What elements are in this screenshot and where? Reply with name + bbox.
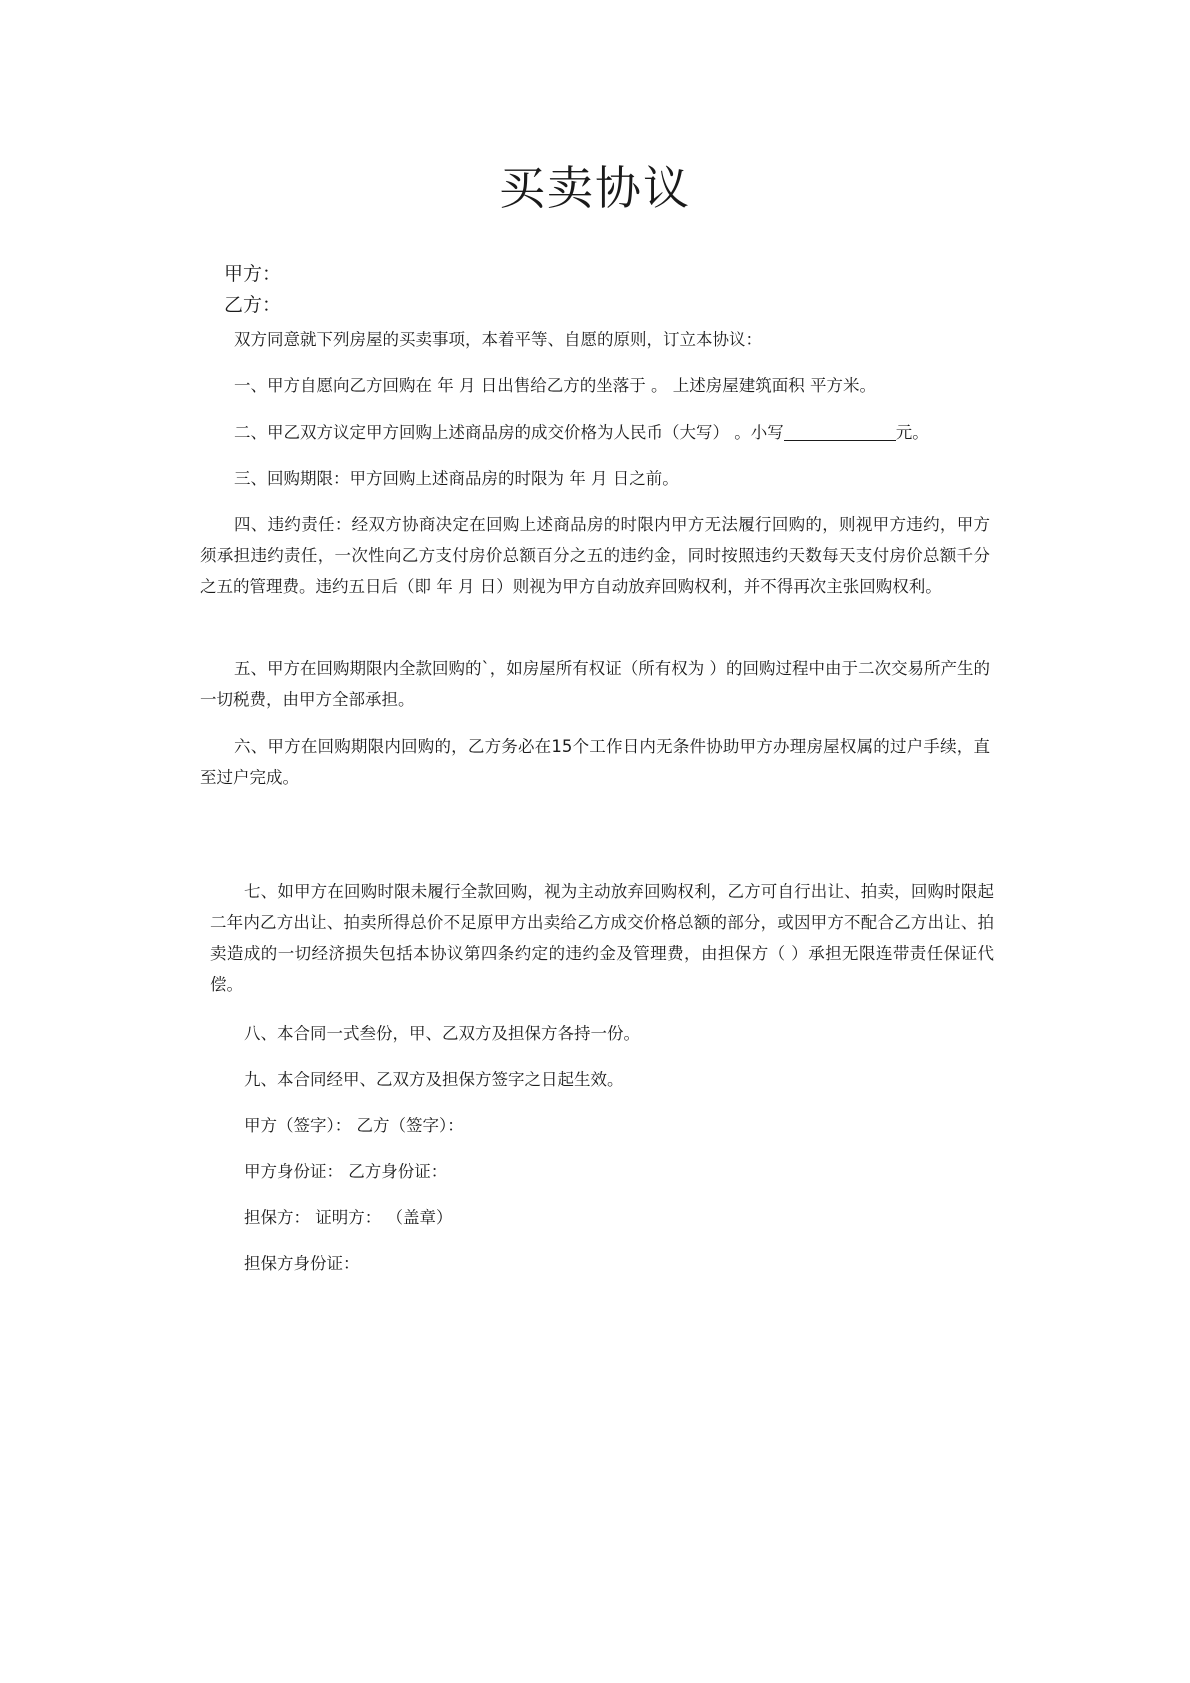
clause-8: 八、本合同一式叁份，甲、乙双方及担保方各持一份。 [244,1024,640,1043]
clause-5: 五、甲方在回购期限内全款回购的`，如房屋所有权证（所有权为 ）的回购过程中由于二次交易所产生的一切税费，由甲方全部承担。 [200,659,990,709]
clause-4: 四、违约责任：经双方协商决定在回购上述商品房的时限内甲方无法履行回购的，则视甲方违约，甲方须承担违约责任，一次性向乙方支付房价总额百分之五的违约金，同时按照违约天数每天支付房价总额千分之五的管理费。违约五日后（即 年 月 日）则视为甲方自动放弃回购权利，并不得再次主张回购权利。 [200,515,990,596]
clause-3: 三、回购期限：甲方回购上述商品房的时限为 年 月 日之前。 [234,469,679,488]
clause-1: 一、甲方自愿向乙方回购在 年 月 日出售给乙方的坐落于 。 上述房屋建筑面积 平方米。 [234,376,876,395]
signature-line: 甲方（签字）： 乙方（签字）： [244,1116,464,1135]
price-blank-line [784,422,896,441]
party-b-label: 乙方： [224,294,282,316]
id-card-line: 甲方身份证： 乙方身份证： [244,1162,448,1181]
clause-9: 九、本合同经甲、乙双方及担保方签字之日起生效。 [244,1070,624,1089]
clause-2 [234,420,929,446]
clause-2-suffix: 元。 [895,423,929,442]
clause-7: 七、如甲方在回购时限未履行全款回购，视为主动放弃回购权利，乙方可自行出让、拍卖，回购时限起二年内乙方出让、拍卖所得总价不足原甲方出卖给乙方成交价格总额的部分，或因甲方不配合乙方出让、拍卖造成的一切经济损失包括本协议第四条约定的违约金及管理费，由担保方（ ）承担无限连带责任保证代偿。 [210,882,994,994]
intro-paragraph: 双方同意就下列房屋的买卖事项，本着平等、自愿的原则，订立本协议： [234,330,762,349]
document-title: 买卖协议 [499,161,691,215]
clause-2-prefix: 二、甲乙双方议定甲方回购上述商品房的成交价格为人民币（大写） 。小写 [234,423,784,442]
clause-6: 六、甲方在回购期限内回购的，乙方务必在15个工作日内无条件协助甲方办理房屋权属的过户手续，直至过户完成。 [200,737,990,787]
guarantor-line: 担保方： 证明方： （盖章） [244,1208,453,1227]
party-a-label: 甲方： [224,263,282,285]
guarantor-id-line: 担保方身份证： [244,1254,360,1273]
